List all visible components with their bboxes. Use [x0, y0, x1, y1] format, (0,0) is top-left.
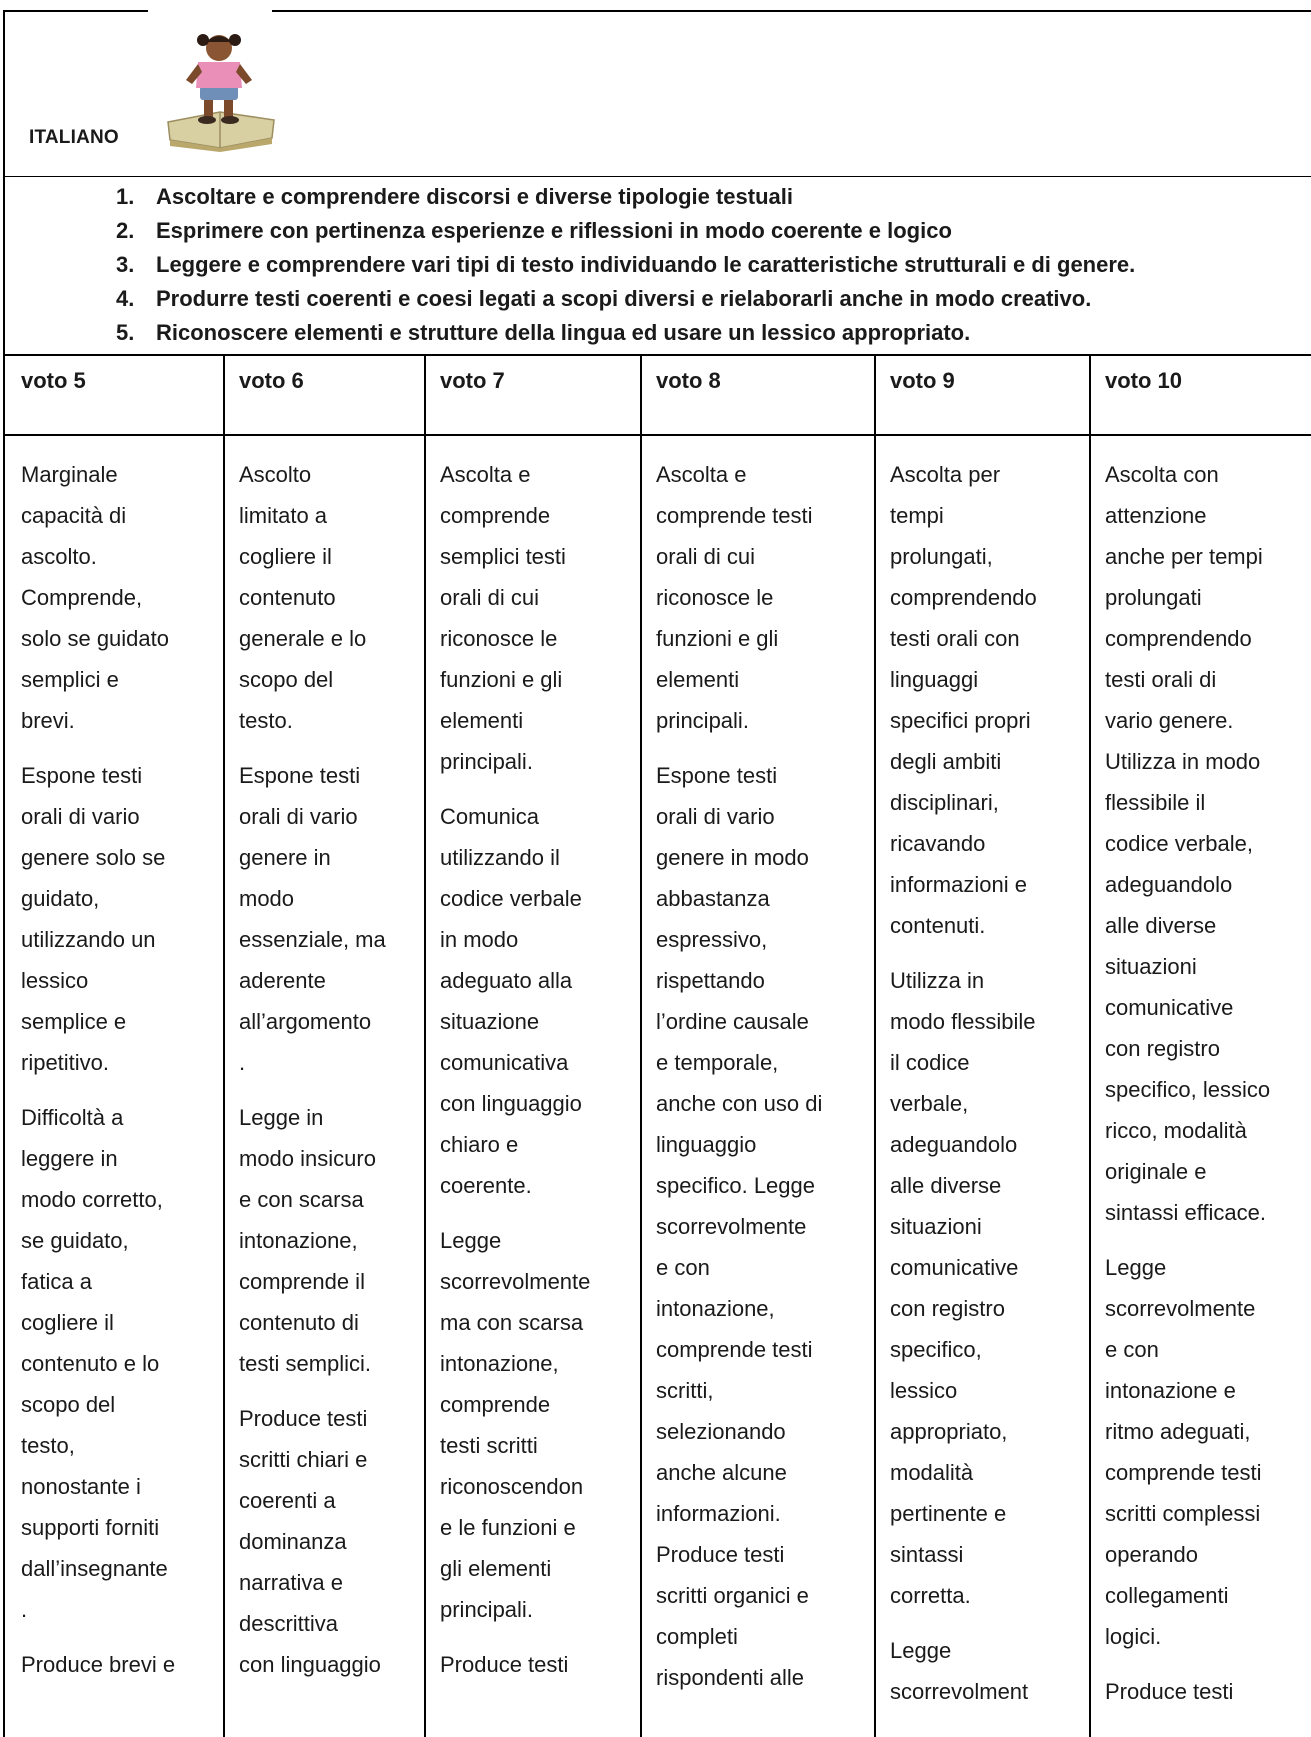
cell-line: scritti complessi: [1105, 1501, 1261, 1526]
cell-line: codice verbale: [440, 886, 582, 911]
cell-line: modo insicuro: [239, 1146, 376, 1171]
cell-line: Ascolta e: [440, 462, 531, 487]
cell-line: specifico. Legge: [656, 1173, 815, 1198]
cell-line: nonostante i: [21, 1474, 141, 1499]
cell-line: testo,: [21, 1433, 75, 1458]
cell-line: Comprende,: [21, 585, 143, 610]
cell-line: codice verbale,: [1105, 831, 1253, 856]
cell-line: adeguato alla: [440, 968, 573, 993]
column-header: voto 7: [440, 368, 505, 393]
cell-paragraph: [656, 454, 822, 741]
cell-line: funzioni e gli: [440, 667, 563, 692]
cell-line: sintassi: [890, 1542, 964, 1567]
cell-line: Espone testi: [656, 763, 778, 788]
cell-line: prolungati,: [890, 544, 993, 569]
cell-line: elementi: [656, 667, 740, 692]
cell-line: ascolto.: [21, 544, 97, 569]
cell-line: lessico: [890, 1378, 958, 1403]
cell-line: ritmo adeguati,: [1105, 1419, 1251, 1444]
cell-line: informazioni.: [656, 1501, 781, 1526]
cell-line: rispettando: [656, 968, 765, 993]
cell-line: e con scarsa: [239, 1187, 364, 1212]
cell-line: disciplinari,: [890, 790, 999, 815]
cell-line: semplici testi: [440, 544, 566, 569]
cell-line: scorrevolment: [890, 1679, 1029, 1704]
cell-line: comunicative: [1105, 995, 1234, 1020]
cell-line: fatica a: [21, 1269, 92, 1294]
cell-line: funzioni e gli: [656, 626, 779, 651]
cell-line: degli ambiti: [890, 749, 1002, 774]
cell-line: .: [21, 1597, 28, 1622]
column-voto-9: [874, 354, 1089, 1737]
cell-line: genere in: [239, 845, 331, 870]
cell-line: orali di vario: [239, 804, 358, 829]
cell-line: principali.: [440, 749, 533, 774]
cell-line: utilizzando il: [440, 845, 560, 870]
cell-line: chiaro e: [440, 1132, 519, 1157]
cell-line: scorrevolmente: [440, 1269, 591, 1294]
column-cell: [890, 454, 1037, 1712]
cell-paragraph: [890, 454, 1037, 946]
cell-line: Produce brevi e: [21, 1652, 176, 1677]
cell-line: alle diverse: [1105, 913, 1217, 938]
cell-line: Produce testi: [656, 1542, 785, 1567]
cell-line: elementi: [440, 708, 524, 733]
cell-line: verbale,: [890, 1091, 969, 1116]
cell-line: scorrevolmente: [1105, 1296, 1256, 1321]
cell-line: testi semplici.: [239, 1351, 372, 1376]
cell-line: collegamenti: [1105, 1583, 1229, 1608]
cell-paragraph: [239, 1398, 386, 1685]
cell-line: Espone testi: [239, 763, 361, 788]
cell-line: Legge in: [239, 1105, 324, 1130]
cell-line: Produce testi: [239, 1406, 368, 1431]
cell-line: sintassi efficace.: [1105, 1200, 1267, 1225]
cell-line: l’ordine causale: [656, 1009, 809, 1034]
cell-paragraph: [21, 1644, 175, 1685]
cell-line: linguaggio: [656, 1132, 757, 1157]
cell-paragraph: [890, 1630, 1037, 1712]
cell-paragraph: [239, 1097, 386, 1384]
cell-line: Difficoltà a: [21, 1105, 124, 1130]
cell-line: contenuto di: [239, 1310, 359, 1335]
cell-line: Ascolta e: [656, 462, 747, 487]
cell-line: se guidato,: [21, 1228, 129, 1253]
cell-line: con registro: [1105, 1036, 1220, 1061]
column-header: voto 9: [890, 368, 955, 393]
column-cell: [1105, 454, 1270, 1712]
cell-line: con linguaggio: [239, 1652, 381, 1677]
cell-line: comprende testi: [656, 503, 813, 528]
cell-line: cogliere il: [21, 1310, 114, 1335]
cell-paragraph: [1105, 1247, 1270, 1657]
cell-line: riconosce le: [656, 585, 774, 610]
cell-line: aderente: [239, 968, 326, 993]
cell-line: corretta.: [890, 1583, 971, 1608]
cell-line: adeguandolo: [1105, 872, 1233, 897]
column-voto-8: [640, 354, 874, 1737]
cell-line: genere solo se: [21, 845, 166, 870]
cell-line: orali di cui: [656, 544, 756, 569]
cell-line: Legge: [890, 1638, 952, 1663]
cell-line: con registro: [890, 1296, 1005, 1321]
girl-on-book-icon: [160, 28, 280, 152]
cell-line: con linguaggio: [440, 1091, 582, 1116]
column-cell: [656, 454, 822, 1698]
cell-line: scritti,: [656, 1378, 714, 1403]
cell-line: e con: [656, 1255, 710, 1280]
cell-line: intonazione,: [239, 1228, 358, 1253]
cell-line: Ascolta per: [890, 462, 1001, 487]
cell-paragraph: [1105, 454, 1270, 1233]
cell-line: riconoscendon: [440, 1474, 584, 1499]
cell-paragraph: [890, 960, 1037, 1616]
cell-line: alle diverse: [890, 1173, 1002, 1198]
cell-line: lessico: [21, 968, 89, 993]
header-box: [3, 10, 1311, 177]
cell-line: situazione: [440, 1009, 540, 1034]
cell-line: scopo del: [21, 1392, 116, 1417]
cell-line: anche per tempi: [1105, 544, 1263, 569]
cell-line: situazioni: [890, 1214, 982, 1239]
cell-paragraph: [239, 755, 386, 1083]
cell-line: comunicative: [890, 1255, 1019, 1280]
cell-line: principali.: [440, 1597, 533, 1622]
cell-line: comprendendo: [1105, 626, 1252, 651]
cell-line: contenuto: [239, 585, 336, 610]
cell-line: comprende il: [239, 1269, 365, 1294]
cell-paragraph: [21, 755, 175, 1083]
subject-title: ITALIANO: [29, 127, 119, 148]
column-header: voto 10: [1105, 368, 1183, 393]
cell-line: comprendendo: [890, 585, 1037, 610]
cell-line: Ascolto: [239, 462, 312, 487]
cell-line: Produce testi: [1105, 1679, 1234, 1704]
cell-line: contenuto e lo: [21, 1351, 160, 1376]
cell-line: e temporale,: [656, 1050, 779, 1075]
cell-line: leggere in: [21, 1146, 118, 1171]
cell-line: espressivo,: [656, 927, 768, 952]
cell-line: orali di vario: [656, 804, 775, 829]
cell-line: logici.: [1105, 1624, 1162, 1649]
cell-line: Marginale: [21, 462, 118, 487]
grade-rubric-table: [3, 354, 1311, 1737]
cell-line: semplice e: [21, 1009, 127, 1034]
cell-line: il codice: [890, 1050, 970, 1075]
cell-line: Legge: [1105, 1255, 1167, 1280]
cell-line: solo se guidato: [21, 626, 169, 651]
cell-line: modo corretto,: [21, 1187, 163, 1212]
cell-line: Produce testi: [440, 1652, 569, 1677]
cell-line: Ascolta con: [1105, 462, 1219, 487]
cell-line: Utilizza in modo: [1105, 749, 1261, 774]
cell-line: specifico,: [890, 1337, 982, 1362]
cell-line: anche alcune: [656, 1460, 787, 1485]
cell-line: testi orali con: [890, 626, 1020, 651]
column-voto-6: [223, 354, 424, 1737]
cell-line: riconosce le: [440, 626, 558, 651]
cell-line: pertinente e: [890, 1501, 1007, 1526]
cell-line: rispondenti alle: [656, 1665, 804, 1690]
cell-paragraph: [21, 454, 175, 741]
cell-line: Espone testi: [21, 763, 143, 788]
cell-line: principali.: [656, 708, 749, 733]
cell-line: comunicativa: [440, 1050, 569, 1075]
cell-line: scorrevolmente: [656, 1214, 807, 1239]
cell-line: narrativa e: [239, 1570, 343, 1595]
cell-line: ma con scarsa: [440, 1310, 584, 1335]
cell-line: specifico, lessico: [1105, 1077, 1271, 1102]
cell-line: intonazione,: [440, 1351, 559, 1376]
cell-line: informazioni e: [890, 872, 1027, 897]
column-header: voto 8: [656, 368, 721, 393]
cell-line: prolungati: [1105, 585, 1202, 610]
cell-line: selezionando: [656, 1419, 786, 1444]
cell-line: e le funzioni e: [440, 1515, 576, 1540]
cell-line: attenzione: [1105, 503, 1207, 528]
cell-line: guidato,: [21, 886, 100, 911]
cell-line: dall’insegnante: [21, 1556, 168, 1581]
cell-line: testo.: [239, 708, 293, 733]
cell-paragraph: [656, 755, 822, 1698]
cell-line: situazioni: [1105, 954, 1197, 979]
cell-line: comprende testi: [656, 1337, 813, 1362]
column-voto-10: [1089, 354, 1311, 1737]
cell-line: scopo del: [239, 667, 334, 692]
cell-paragraph: [21, 1097, 175, 1630]
cell-line: operando: [1105, 1542, 1198, 1567]
column-voto-5: [3, 354, 223, 1737]
cell-line: coerenti a: [239, 1488, 336, 1513]
column-cell: [21, 454, 175, 1685]
cell-line: contenuti.: [890, 913, 986, 938]
cell-line: dominanza: [239, 1529, 347, 1554]
cell-line: appropriato,: [890, 1419, 1008, 1444]
cell-line: ripetitivo.: [21, 1050, 110, 1075]
cell-line: testi orali di: [1105, 667, 1217, 692]
cell-line: comprende testi: [1105, 1460, 1262, 1485]
cell-line: brevi.: [21, 708, 75, 733]
cell-line: limitato a: [239, 503, 328, 528]
cell-line: originale e: [1105, 1159, 1207, 1184]
cell-line: coerente.: [440, 1173, 532, 1198]
cell-line: capacità di: [21, 503, 127, 528]
cell-paragraph: [440, 796, 590, 1206]
column-header: voto 6: [239, 368, 304, 393]
cell-line: all’argomento: [239, 1009, 372, 1034]
cell-paragraph: [440, 454, 590, 782]
cell-line: .: [239, 1050, 246, 1075]
cell-paragraph: [1105, 1671, 1270, 1712]
column-voto-7: [424, 354, 640, 1737]
cell-paragraph: [440, 1220, 590, 1630]
cell-line: adeguandolo: [890, 1132, 1018, 1157]
cell-line: orali di cui: [440, 585, 540, 610]
cell-line: orali di vario: [21, 804, 140, 829]
cell-line: generale e lo: [239, 626, 367, 651]
cell-line: abbastanza: [656, 886, 770, 911]
cell-line: flessibile il: [1105, 790, 1206, 815]
cell-line: cogliere il: [239, 544, 332, 569]
cell-paragraph: [239, 454, 386, 741]
cell-line: intonazione e: [1105, 1378, 1236, 1403]
cell-line: ricco, modalità: [1105, 1118, 1247, 1143]
cell-line: semplici e: [21, 667, 119, 692]
cell-paragraph: [440, 1644, 590, 1685]
column-cell: [440, 454, 590, 1685]
cell-line: modo flessibile: [890, 1009, 1036, 1034]
cell-line: Legge: [440, 1228, 502, 1253]
cell-line: anche con uso di: [656, 1091, 823, 1116]
cell-line: testi scritti: [440, 1433, 538, 1458]
cell-line: essenziale, ma: [239, 927, 386, 952]
cell-line: Comunica: [440, 804, 540, 829]
cell-line: vario genere.: [1105, 708, 1234, 733]
cell-line: intonazione,: [656, 1296, 775, 1321]
column-cell: [239, 454, 386, 1685]
cell-line: e con: [1105, 1337, 1159, 1362]
cell-line: gli elementi: [440, 1556, 552, 1581]
cell-line: completi: [656, 1624, 738, 1649]
cell-line: scritti organici e: [656, 1583, 809, 1608]
cell-line: in modo: [440, 927, 519, 952]
cell-line: utilizzando un: [21, 927, 156, 952]
cell-line: genere in modo: [656, 845, 809, 870]
cell-line: modalità: [890, 1460, 974, 1485]
goals-list: 1. Ascoltare e comprendere discorsi e diverse tipologie testuali 2. Esprimere con pertinenza esperienze e riflessioni in modo coerente e logico 3. Leggere e comprendere vari tipi di testo individuando le caratteristiche strutturali e di genere. 4. Produrre testi coerenti e coesi legati a scopi diversi e rielaborarli anche in modo creativo. 5. Riconoscere elementi e strutture della lingua ed usare un lessico appropriato.: [116, 184, 1136, 345]
cell-line: Utilizza in: [890, 968, 985, 993]
cell-line: specifici propri: [890, 708, 1031, 733]
cell-line: modo: [239, 886, 295, 911]
cell-line: comprende: [440, 503, 551, 528]
cell-line: supporti forniti: [21, 1515, 160, 1540]
cell-line: tempi: [890, 503, 944, 528]
cell-line: ricavando: [890, 831, 986, 856]
cell-line: comprende: [440, 1392, 551, 1417]
column-header: voto 5: [21, 368, 86, 393]
cell-line: descrittiva: [239, 1611, 339, 1636]
cell-line: linguaggi: [890, 667, 979, 692]
cell-line: scritti chiari e: [239, 1447, 368, 1472]
